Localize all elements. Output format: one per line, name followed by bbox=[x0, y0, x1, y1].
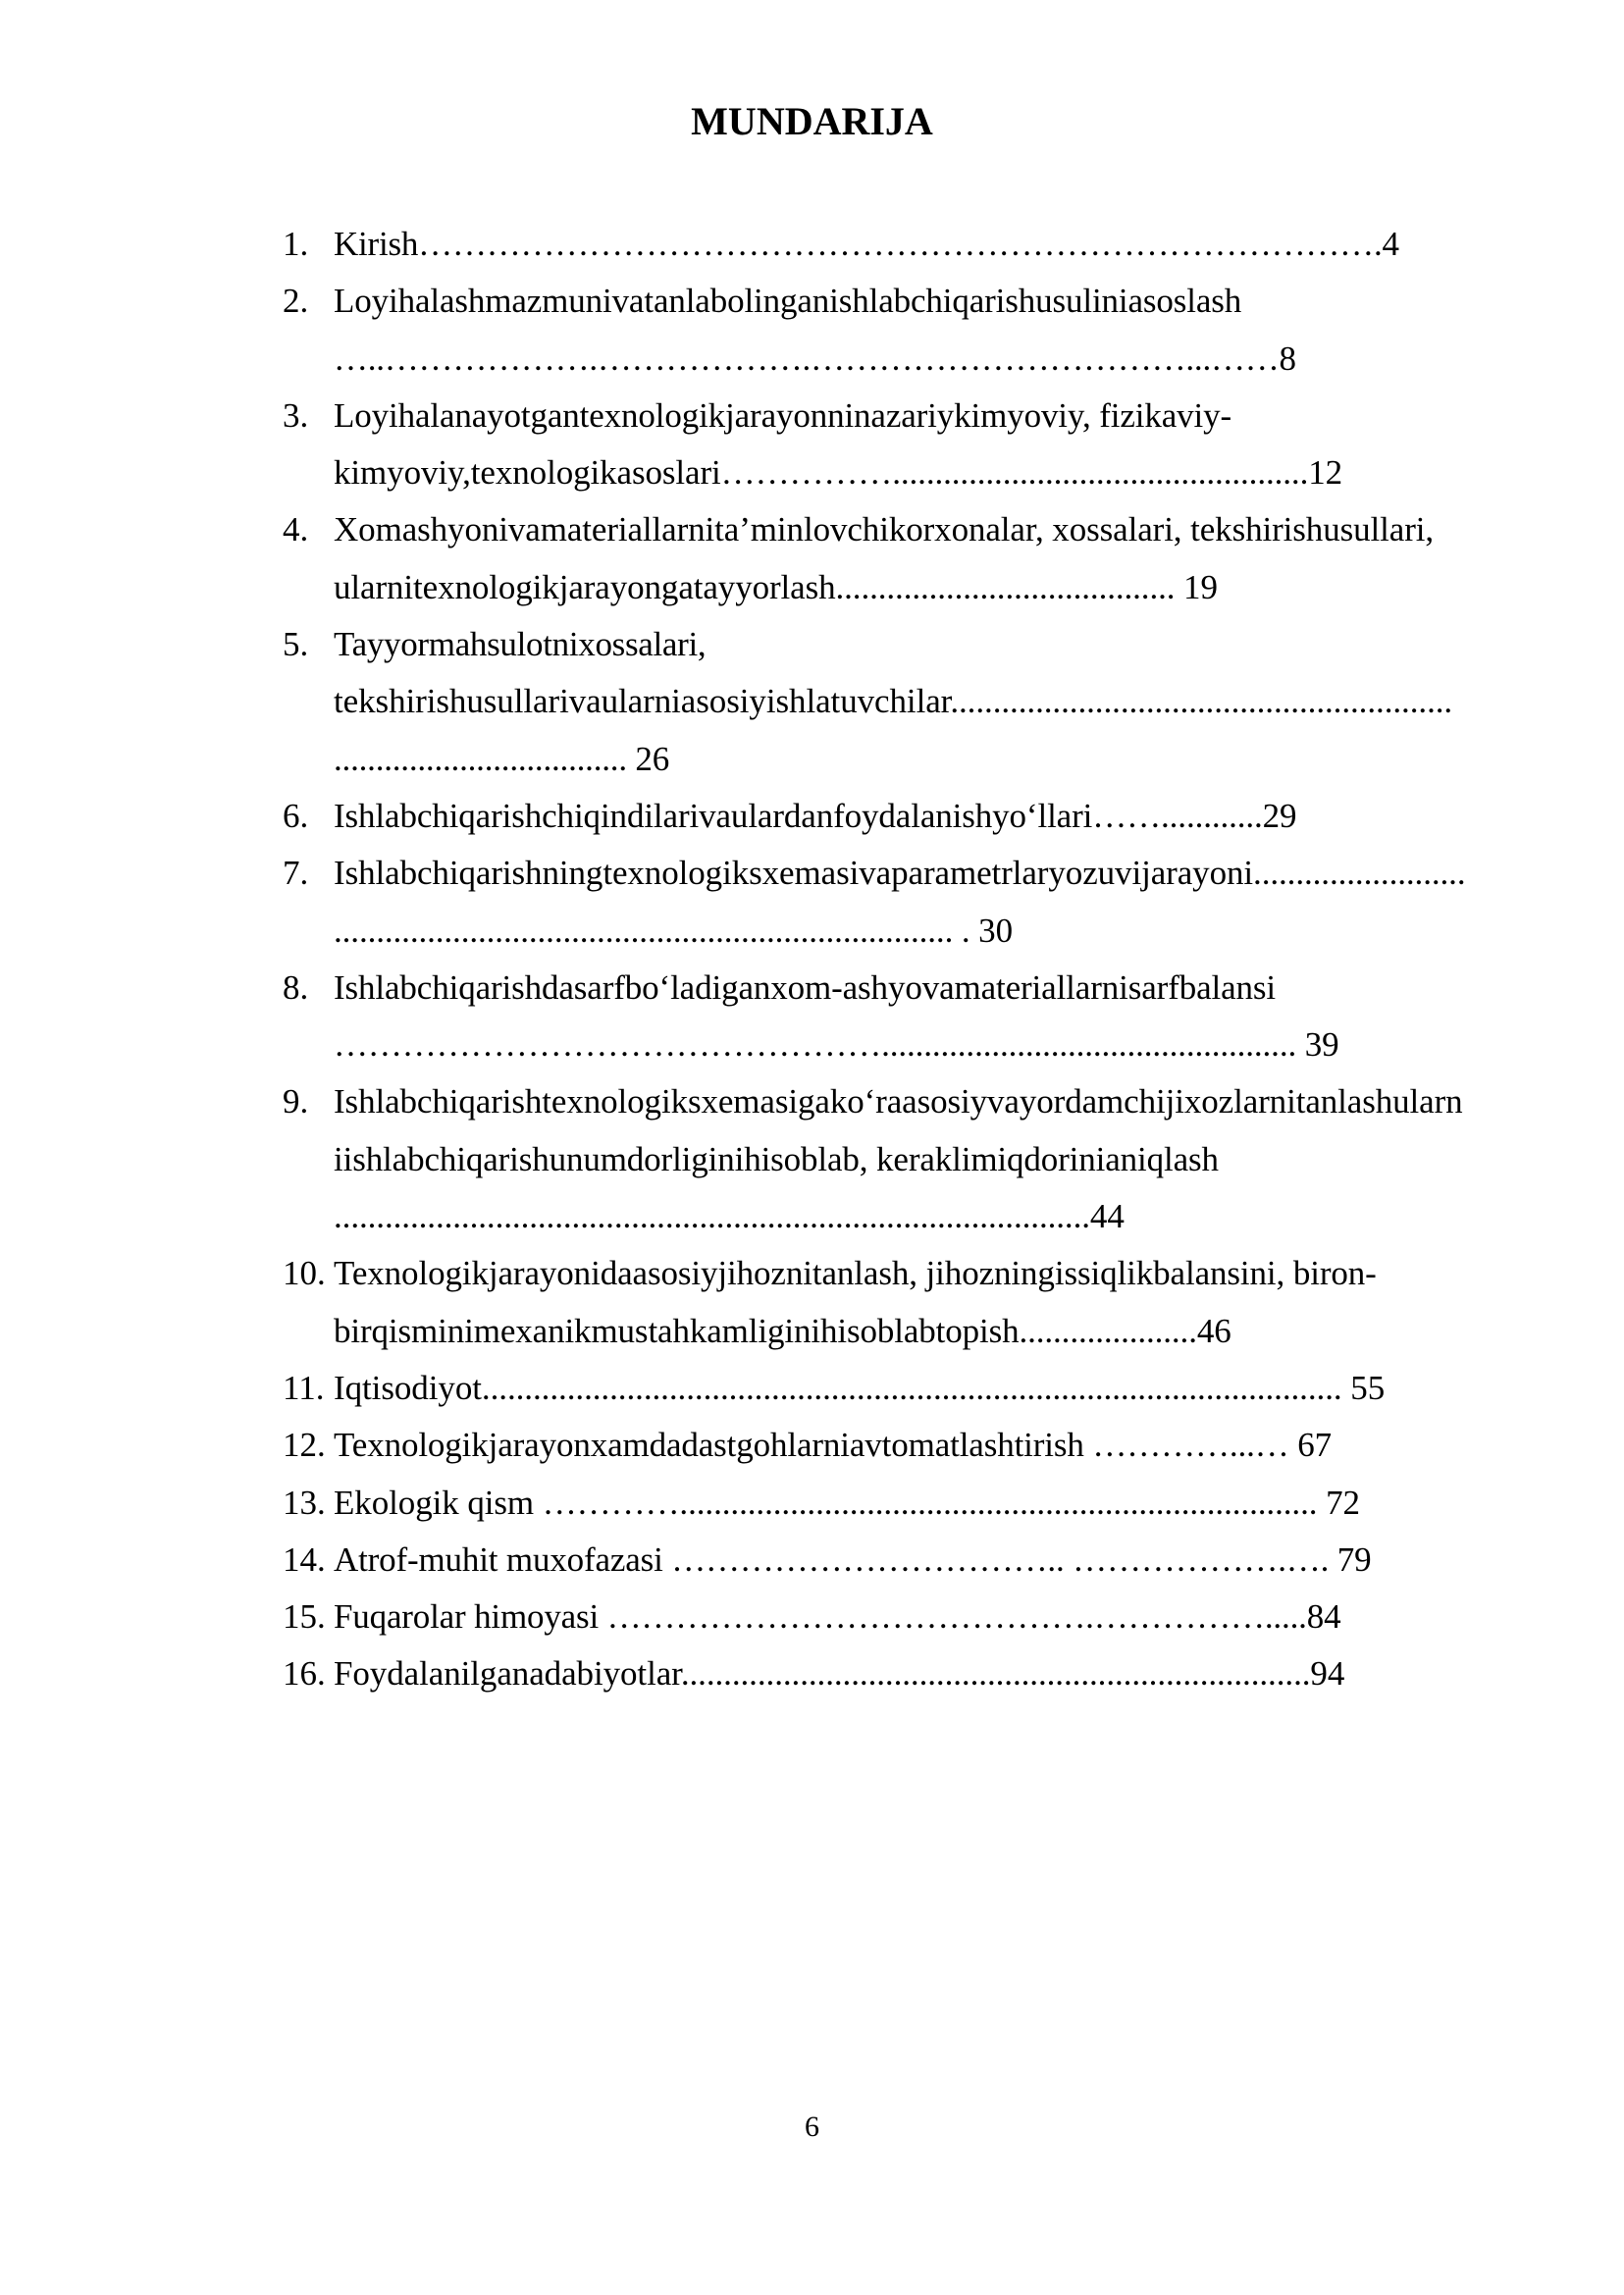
toc-entry-number: 9. bbox=[283, 1082, 309, 1121]
toc-entry-text: Ishlabchiqarishtexnologiksxemasigako‘raasosiyvayordamchijixozlarnitanlashularn bbox=[334, 1082, 1463, 1121]
toc-entry bbox=[283, 845, 1617, 960]
toc-entry-text: Loyihalashmazmunivatanlabolinganishlabchiqarishusuliniasoslash bbox=[334, 282, 1242, 321]
toc-entry bbox=[283, 1475, 1617, 1532]
toc-entry-text: iishlabchiqarishunumdorliginihisoblab, keraklimiqdorinianiqlash bbox=[334, 1139, 1219, 1178]
toc-entry bbox=[283, 960, 1617, 1074]
toc-entry-text: ularnitexnologikjarayongatayyorlash........................................ 19 bbox=[334, 567, 1218, 606]
toc-entry-text: ................................... 26 bbox=[334, 739, 669, 778]
toc-entry-text: birqisminimexanikmustahkamliginihisoblabtopish.....................46 bbox=[334, 1311, 1231, 1350]
toc-entry-number: 13. bbox=[283, 1483, 326, 1522]
toc-entry-number: 8. bbox=[283, 967, 309, 1007]
toc-entry-text: tekshirishusullarivaularniasosiyishlatuvchilar........................................................... bbox=[334, 682, 1453, 721]
toc-entry bbox=[283, 1417, 1617, 1474]
toc-entry bbox=[283, 1532, 1617, 1589]
toc-entry-text: Iqtisodiyot..................................................................................................... 55 bbox=[334, 1368, 1386, 1407]
toc-entry bbox=[283, 273, 1617, 388]
toc-entry-text: .........................................................................................44 bbox=[334, 1197, 1125, 1236]
toc-entry-text: Texnologikjarayonidaasosiyjihoznitanlash, jihozningissiqlikbalansini, biron- bbox=[334, 1254, 1377, 1293]
toc-entry bbox=[283, 388, 1617, 502]
toc-entry-text: Xomashyonivamateriallarnita’minlovchikorxonalar, xossalari, tekshirishusullari, bbox=[334, 510, 1435, 549]
toc-entry-text: kimyoviy,texnologikasoslari…………….................................................12 bbox=[334, 453, 1343, 493]
toc-entry-text: Fuqarolar himoyasi …………………………………….…………….....84 bbox=[334, 1597, 1341, 1637]
toc-entry-text: Atrof-muhit muxofazasi …………………………….. ……………….…. 79 bbox=[334, 1539, 1372, 1579]
toc-entry-text: Ekologik qism …………........................................................................... 72 bbox=[334, 1483, 1360, 1522]
toc-entry bbox=[283, 1589, 1617, 1645]
toc-entry-number: 6. bbox=[283, 796, 309, 835]
toc-entry-text: ......................................................................... . 30 bbox=[334, 911, 1013, 950]
toc-entry-number: 15. bbox=[283, 1597, 326, 1637]
toc-entry-number: 12. bbox=[283, 1426, 326, 1465]
toc-entry-number: 11. bbox=[283, 1368, 325, 1407]
toc-entry-text: Ishlabchiqarishningtexnologiksxemasivaparametrlaryozuvijarayoni......................... bbox=[334, 854, 1466, 893]
toc-entry bbox=[283, 1073, 1617, 1245]
toc-entry-text: …..……………….……………….……………………………...……8 bbox=[334, 339, 1296, 378]
page-number: 6 bbox=[805, 2111, 819, 2143]
toc-entry-text: Tayyormahsulotnixossalari, bbox=[334, 625, 707, 664]
toc-entry bbox=[283, 501, 1617, 616]
toc-entry-number: 10. bbox=[283, 1254, 326, 1293]
toc-entry-text: Ishlabchiqarishdasarfbo‘ladiganxom-ashyovamateriallarnisarfbalansi bbox=[334, 967, 1276, 1007]
toc-entry bbox=[283, 1645, 1617, 1702]
toc-entry-number: 1. bbox=[283, 225, 309, 263]
toc-entry bbox=[283, 216, 1617, 273]
toc-entry-number: 7. bbox=[283, 854, 309, 893]
toc-entry-text: Texnologikjarayonxamdadastgohlarniavtomatlashtirish …………...… 67 bbox=[334, 1426, 1332, 1465]
toc-entry-text: Foydalanilganadabiyotlar..........................................................................94 bbox=[334, 1654, 1345, 1694]
toc-entry-number: 16. bbox=[283, 1654, 326, 1694]
toc-entry-text: Kirish………………………………………………………………………….4 bbox=[334, 225, 1399, 263]
toc-entry bbox=[283, 788, 1617, 845]
toc-entry-text: Ishlabchiqarishchiqindilarivaulardanfoydalanishyo‘llari……............29 bbox=[334, 796, 1297, 835]
toc-entry bbox=[283, 616, 1617, 788]
toc-entry bbox=[283, 1360, 1617, 1417]
page-title: MUNDARIJA bbox=[691, 99, 933, 143]
toc-entry-number: 14. bbox=[283, 1539, 326, 1579]
toc-entry-text: …………………………………………................................................. 39 bbox=[334, 1025, 1339, 1065]
toc-entry-number: 2. bbox=[283, 282, 309, 321]
table-of-contents bbox=[283, 216, 1617, 1703]
toc-entry-number: 4. bbox=[283, 510, 309, 549]
toc-entry-number: 5. bbox=[283, 625, 309, 664]
toc-entry-number: 3. bbox=[283, 395, 309, 435]
toc-entry-text: Loyihalanayotgantexnologikjarayonninazariykimyoviy, fizikaviy- bbox=[334, 395, 1232, 435]
toc-entry bbox=[283, 1245, 1617, 1360]
